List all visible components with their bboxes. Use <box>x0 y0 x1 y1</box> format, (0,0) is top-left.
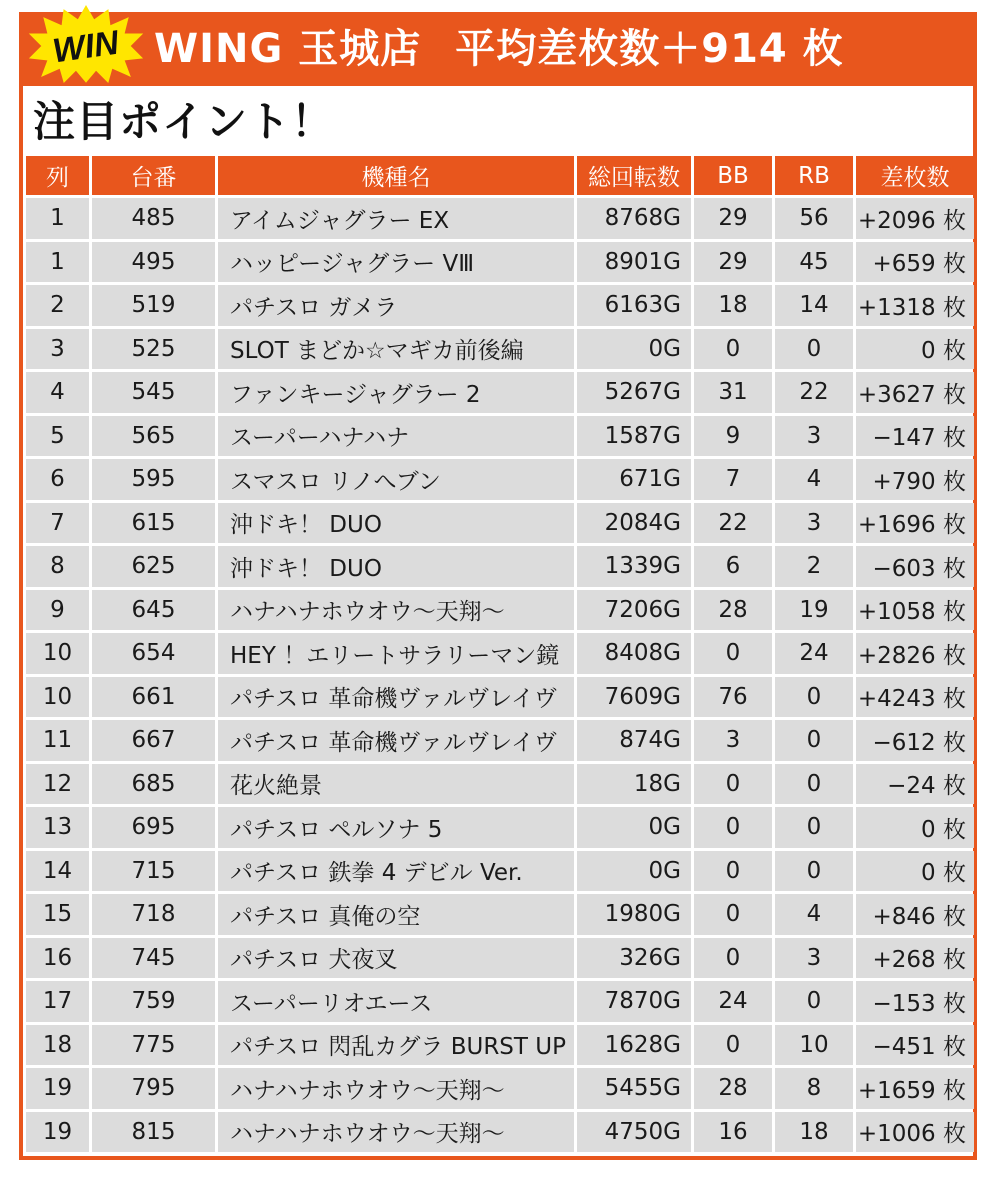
cell-machine-name: パチスロ 犬夜叉 <box>218 938 574 979</box>
cell-rb: 3 <box>775 416 853 457</box>
table-body <box>26 198 974 1152</box>
cell-machine-name: ハナハナホウオウ〜天翔〜 <box>218 1112 574 1153</box>
cell-bb: 0 <box>694 329 772 370</box>
table-row <box>26 677 974 718</box>
cell-total-spins: 7870G <box>577 981 691 1022</box>
cell-unit-number: 625 <box>92 546 215 587</box>
cell-total-spins: 18G <box>577 764 691 805</box>
cell-machine-name: ハナハナホウオウ〜天翔〜 <box>218 1068 574 1109</box>
cell-row-number: 18 <box>26 1025 89 1066</box>
cell-difference: −24 枚 <box>856 764 974 805</box>
cell-bb: 76 <box>694 677 772 718</box>
cell-difference: +1696 枚 <box>856 503 974 544</box>
logo-text: WIN <box>50 23 122 71</box>
cell-bb: 7 <box>694 459 772 500</box>
cell-total-spins: 5455G <box>577 1068 691 1109</box>
cell-bb: 0 <box>694 938 772 979</box>
cell-machine-name: パチスロ 革命機ヴァルヴレイヴ <box>218 720 574 761</box>
cell-machine-name: スマスロ リノへブン <box>218 459 574 500</box>
header-title <box>154 12 844 86</box>
cell-machine-name: 沖ドキ！ DUO <box>218 503 574 544</box>
cell-row-number: 1 <box>26 242 89 283</box>
cell-unit-number: 715 <box>92 851 215 892</box>
header-difference: 差枚数 <box>856 156 974 195</box>
header-rb: RB <box>775 156 853 195</box>
table-row <box>26 764 974 805</box>
cell-row-number: 5 <box>26 416 89 457</box>
cell-total-spins: 8901G <box>577 242 691 283</box>
cell-rb: 19 <box>775 590 853 631</box>
cell-unit-number: 595 <box>92 459 215 500</box>
table-row <box>26 459 974 500</box>
header-machine-name: 機種名 <box>218 156 574 195</box>
table-row <box>26 633 974 674</box>
cell-rb: 0 <box>775 329 853 370</box>
cell-total-spins: 7609G <box>577 677 691 718</box>
cell-bb: 22 <box>694 503 772 544</box>
cell-difference: 0 枚 <box>856 807 974 848</box>
cell-rb: 0 <box>775 720 853 761</box>
cell-machine-name: HEY ！エリートサラリーマン鏡 <box>218 633 574 674</box>
cell-machine-name: アイムジャグラー EX <box>218 198 574 239</box>
header-total-spins: 総回転数 <box>577 156 691 195</box>
cell-total-spins: 8768G <box>577 198 691 239</box>
cell-unit-number: 745 <box>92 938 215 979</box>
cell-total-spins: 0G <box>577 807 691 848</box>
cell-machine-name: ハッピージャグラー VⅢ <box>218 242 574 283</box>
cell-total-spins: 6163G <box>577 285 691 326</box>
cell-bb: 0 <box>694 807 772 848</box>
cell-rb: 56 <box>775 198 853 239</box>
cell-unit-number: 545 <box>92 372 215 413</box>
cell-bb: 24 <box>694 981 772 1022</box>
cell-difference: +659 枚 <box>856 242 974 283</box>
cell-machine-name: 花火絶景 <box>218 764 574 805</box>
cell-bb: 28 <box>694 1068 772 1109</box>
cell-total-spins: 1587G <box>577 416 691 457</box>
cell-total-spins: 5267G <box>577 372 691 413</box>
cell-machine-name: パチスロ ガメラ <box>218 285 574 326</box>
cell-row-number: 4 <box>26 372 89 413</box>
cell-row-number: 10 <box>26 633 89 674</box>
cell-difference: −153 枚 <box>856 981 974 1022</box>
cell-bb: 29 <box>694 242 772 283</box>
cell-difference: −147 枚 <box>856 416 974 457</box>
cell-machine-name: スーパーリオエース <box>218 981 574 1022</box>
cell-rb: 2 <box>775 546 853 587</box>
cell-unit-number: 759 <box>92 981 215 1022</box>
cell-difference: +790 枚 <box>856 459 974 500</box>
table-row <box>26 981 974 1022</box>
cell-machine-name: ハナハナホウオウ〜天翔〜 <box>218 590 574 631</box>
cell-bb: 16 <box>694 1112 772 1153</box>
cell-rb: 0 <box>775 677 853 718</box>
table-row <box>26 329 974 370</box>
cell-row-number: 6 <box>26 459 89 500</box>
table-row <box>26 851 974 892</box>
cell-bb: 9 <box>694 416 772 457</box>
table-row <box>26 1068 974 1109</box>
cell-rb: 45 <box>775 242 853 283</box>
table-row <box>26 1112 974 1153</box>
cell-rb: 18 <box>775 1112 853 1153</box>
table-row <box>26 720 974 761</box>
cell-bb: 18 <box>694 285 772 326</box>
cell-difference: +846 枚 <box>856 894 974 935</box>
cell-total-spins: 7206G <box>577 590 691 631</box>
header-bar <box>19 12 977 86</box>
cell-total-spins: 4750G <box>577 1112 691 1153</box>
cell-unit-number: 565 <box>92 416 215 457</box>
win-burst-icon <box>28 4 144 84</box>
cell-row-number: 15 <box>26 894 89 935</box>
cell-rb: 24 <box>775 633 853 674</box>
cell-machine-name: パチスロ ペルソナ 5 <box>218 807 574 848</box>
cell-rb: 3 <box>775 938 853 979</box>
table-row <box>26 546 974 587</box>
cell-total-spins: 0G <box>577 329 691 370</box>
cell-row-number: 16 <box>26 938 89 979</box>
cell-total-spins: 0G <box>577 851 691 892</box>
cell-total-spins: 8408G <box>577 633 691 674</box>
cell-bb: 28 <box>694 590 772 631</box>
cell-unit-number: 485 <box>92 198 215 239</box>
cell-machine-name: パチスロ 鉄拳 4 デビル Ver. <box>218 851 574 892</box>
cell-total-spins: 1339G <box>577 546 691 587</box>
table-row <box>26 807 974 848</box>
cell-row-number: 19 <box>26 1068 89 1109</box>
header-row-number: 列 <box>26 156 89 195</box>
header-unit-number: 台番 <box>92 156 215 195</box>
cell-machine-name: ファンキージャグラー 2 <box>218 372 574 413</box>
cell-row-number: 3 <box>26 329 89 370</box>
cell-unit-number: 519 <box>92 285 215 326</box>
cell-unit-number: 525 <box>92 329 215 370</box>
cell-row-number: 2 <box>26 285 89 326</box>
cell-rb: 0 <box>775 851 853 892</box>
table-row <box>26 242 974 283</box>
store-name: WING 玉城店 <box>154 26 422 72</box>
cell-machine-name: 沖ドキ！ DUO <box>218 546 574 587</box>
cell-rb: 3 <box>775 503 853 544</box>
cell-rb: 0 <box>775 981 853 1022</box>
cell-row-number: 14 <box>26 851 89 892</box>
header-bb: BB <box>694 156 772 195</box>
table-row <box>26 198 974 239</box>
cell-rb: 14 <box>775 285 853 326</box>
cell-difference: +3627 枚 <box>856 372 974 413</box>
table-row <box>26 1025 974 1066</box>
cell-rb: 22 <box>775 372 853 413</box>
cell-machine-name: パチスロ 真俺の空 <box>218 894 574 935</box>
cell-total-spins: 2084G <box>577 503 691 544</box>
cell-difference: +268 枚 <box>856 938 974 979</box>
cell-machine-name: SLOT まどか☆マギカ前後編 <box>218 329 574 370</box>
cell-unit-number: 815 <box>92 1112 215 1153</box>
cell-difference: 0 枚 <box>856 329 974 370</box>
cell-rb: 8 <box>775 1068 853 1109</box>
cell-bb: 29 <box>694 198 772 239</box>
cell-bb: 6 <box>694 546 772 587</box>
cell-bb: 3 <box>694 720 772 761</box>
cell-unit-number: 495 <box>92 242 215 283</box>
cell-difference: −451 枚 <box>856 1025 974 1066</box>
table-row <box>26 590 974 631</box>
cell-difference: +2096 枚 <box>856 198 974 239</box>
cell-unit-number: 661 <box>92 677 215 718</box>
cell-rb: 10 <box>775 1025 853 1066</box>
cell-bb: 0 <box>694 633 772 674</box>
cell-total-spins: 326G <box>577 938 691 979</box>
cell-difference: +4243 枚 <box>856 677 974 718</box>
cell-difference: −603 枚 <box>856 546 974 587</box>
cell-difference: −612 枚 <box>856 720 974 761</box>
table-row <box>26 372 974 413</box>
cell-row-number: 9 <box>26 590 89 631</box>
table-row <box>26 503 974 544</box>
cell-difference: +1006 枚 <box>856 1112 974 1153</box>
cell-rb: 0 <box>775 807 853 848</box>
cell-bb: 0 <box>694 894 772 935</box>
cell-bb: 31 <box>694 372 772 413</box>
table-header-row <box>26 156 974 195</box>
cell-bb: 0 <box>694 764 772 805</box>
cell-total-spins: 671G <box>577 459 691 500</box>
cell-difference: +1659 枚 <box>856 1068 974 1109</box>
cell-row-number: 12 <box>26 764 89 805</box>
cell-machine-name: パチスロ 閃乱カグラ BURST UP <box>218 1025 574 1066</box>
cell-row-number: 11 <box>26 720 89 761</box>
cell-row-number: 19 <box>26 1112 89 1153</box>
subtitle: 注目ポイント！ <box>33 97 335 146</box>
average-difference: 平均差枚数＋914 枚 <box>455 26 844 72</box>
cell-unit-number: 645 <box>92 590 215 631</box>
cell-difference: +1058 枚 <box>856 590 974 631</box>
table-row <box>26 285 974 326</box>
table-row <box>26 894 974 935</box>
win-logo <box>28 4 144 84</box>
cell-bb: 0 <box>694 1025 772 1066</box>
cell-unit-number: 695 <box>92 807 215 848</box>
cell-difference: +1318 枚 <box>856 285 974 326</box>
cell-row-number: 17 <box>26 981 89 1022</box>
slot-results-table <box>23 153 977 1155</box>
cell-row-number: 1 <box>26 198 89 239</box>
cell-unit-number: 718 <box>92 894 215 935</box>
cell-unit-number: 615 <box>92 503 215 544</box>
cell-rb: 4 <box>775 459 853 500</box>
cell-unit-number: 795 <box>92 1068 215 1109</box>
cell-total-spins: 874G <box>577 720 691 761</box>
table-row <box>26 938 974 979</box>
cell-bb: 0 <box>694 851 772 892</box>
cell-unit-number: 775 <box>92 1025 215 1066</box>
cell-unit-number: 667 <box>92 720 215 761</box>
cell-row-number: 10 <box>26 677 89 718</box>
cell-total-spins: 1628G <box>577 1025 691 1066</box>
cell-machine-name: スーパーハナハナ <box>218 416 574 457</box>
cell-total-spins: 1980G <box>577 894 691 935</box>
cell-row-number: 7 <box>26 503 89 544</box>
cell-row-number: 8 <box>26 546 89 587</box>
cell-row-number: 13 <box>26 807 89 848</box>
cell-rb: 0 <box>775 764 853 805</box>
cell-unit-number: 685 <box>92 764 215 805</box>
cell-difference: 0 枚 <box>856 851 974 892</box>
cell-rb: 4 <box>775 894 853 935</box>
cell-machine-name: パチスロ 革命機ヴァルヴレイヴ <box>218 677 574 718</box>
cell-difference: +2826 枚 <box>856 633 974 674</box>
cell-unit-number: 654 <box>92 633 215 674</box>
table-row <box>26 416 974 457</box>
